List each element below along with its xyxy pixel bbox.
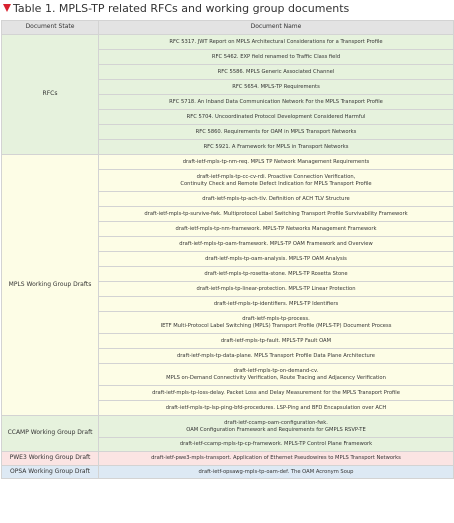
table-title: Table 1. MPLS-TP related RFCs and working group documents [13,1,350,15]
document-name-cell [99,267,454,282]
document-name-line: draft-ietf-mpls-tp-lsp-ping-bfd-procedures. LSP-Ping and BFD Encapsulation over ACH [165,404,387,411]
table-row [2,452,454,466]
document-state-cell: CCAMP Working Group Draft [2,416,99,452]
document-name-line: MPLS on-Demand Connectivity Verification, Route Tracing and Adjacency Verification [166,374,386,381]
document-name-cell [99,297,454,312]
document-name-cell [99,125,454,140]
document-name-cell [99,140,454,155]
rfc-table [1,20,454,479]
table-caption [3,1,349,15]
document-name-line: IETF Multi-Protocol Label Switching (MPLS) Transport Profile (MPLS-TP) Document Process [160,322,392,329]
document-name-line: RFC 5860. Requirements for OAM in MPLS Transport Networks [195,128,357,135]
document-name-cell [99,349,454,364]
document-name-line: draft-ietf-mpls-tp-loss-delay. Packet Loss and Delay Measurement for the MPLS Transport Profile [152,389,400,396]
document-name-line: RFC 5654. MPLS-TP Requirements [232,83,320,90]
document-name-line: draft-ietf-mpls-tp-oam-analysis. MPLS-TP OAM Analysis [205,255,347,262]
document-name-line: draft-ietf-mpls-tp-linear-protection. MPLS-TP Linear Protection [196,285,356,292]
document-name-cell [99,466,454,479]
header-row [2,21,454,35]
table-row [2,466,454,479]
document-state-cell: MPLS Working Group Drafts [2,155,99,416]
document-name-line: draft-ietf-mpls-tp-survive-fwk. Multiprotocol Label Switching Transport Profile Survivability Framework [144,210,408,217]
document-name-cell [99,155,454,170]
header-document-state: Document State [2,21,99,35]
document-name-line: Continuity Check and Remote Defect Indication for MPLS Transport Profile [180,180,372,187]
document-name-cell [99,282,454,297]
document-name-cell [99,80,454,95]
document-name-line: draft-ietf-mpls-tp-data-plane. MPLS Transport Profile Data Plane Architecture [176,352,375,359]
document-name-cell [99,452,454,466]
document-name-line: draft-ietf-ccamp-mpls-tp-cp-framework. MPLS-TP Control Plane Framework [179,441,373,448]
document-name-line: draft-ietf-pwe3-mpls-transport. Application of Ethernet Pseudowires to MPLS Transport Networks [151,455,401,462]
document-name-cell [99,192,454,207]
document-name-cell [99,110,454,125]
document-name-cell [99,252,454,267]
document-state-cell: RFCs [2,35,99,155]
document-name-cell [99,95,454,110]
document-name-cell [99,237,454,252]
document-name-line: draft-ietf-mpls-tp-cc-cv-rdi. Proactive Connection Verification, [196,174,356,181]
document-name-cell [99,401,454,416]
document-name-line: RFC 5586. MPLS Generic Associated Channel [217,68,335,75]
document-name-cell [99,416,454,438]
document-name-line: draft-ietf-mpls-tp-rosetta-stone. MPLS-TP Rosetta Stone [204,270,348,277]
document-name-line: draft-ietf-mpls-tp-identifiers. MPLS-TP Identifiers [213,300,339,307]
document-name-cell [99,222,454,237]
document-name-line: draft-ietf-mpls-tp-nm-framework. MPLS-TP Networks Management Framework [175,225,377,232]
table-body [2,35,454,479]
document-name-line: draft-ietf-mpls-tp-on-demand-cv. [233,368,319,375]
document-name-cell [99,312,454,334]
document-name-line: RFC 5718. An Inband Data Communication Network For the MPLS Transport Profile [169,98,383,105]
document-name-cell [99,35,454,50]
document-state-cell: PWE3 Working Group Draft [2,452,99,466]
document-name-cell [99,170,454,192]
document-name-cell [99,65,454,80]
document-name-cell [99,207,454,222]
document-name-cell [99,438,454,452]
document-name-cell [99,364,454,386]
document-name-cell [99,334,454,349]
document-name-line: draft-ietf-mpls-tp-oam-framework. MPLS-TP OAM Framework and Overview [179,240,373,247]
document-name-line: draft-ietf-mpls-tp-ach-tlv. Definition of ACH TLV Structure [202,195,350,202]
table-row [2,155,454,170]
document-name-cell [99,386,454,401]
document-name-line: draft-ietf-mpls-tp-fault. MPLS-TP Fault OAM [220,337,332,344]
document-name-line: RFC 5317. JWT Report on MPLS Architectural Considerations for a Transport Profile [169,38,383,45]
document-name-line: RFC 5462. EXP field renamed to Traffic Class field [211,53,341,60]
document-name-line: draft-ietf-opsawg-mpls-tp-oam-def. The OAM Acronym Soup [198,468,354,475]
document-name-line: RFC 5704. Uncoordinated Protocol Development Considered Harmful [186,113,366,120]
document-name-cell [99,50,454,65]
document-name-line: RFC 5921. A Framework for MPLS in Transport Networks [203,143,349,150]
document-name-line: draft-ietf-ccamp-oam-configuration-fwk. [224,420,328,427]
table-row [2,35,454,50]
header-document-name: Document Name [99,21,454,35]
document-name-line: OAM Configuration Framework and Requirements for GMPLS RSVP-TE [186,426,366,433]
document-name-line: draft-ietf-mpls-tp-process. [242,316,310,323]
table-row [2,416,454,438]
document-name-line: draft-ietf-mpls-tp-nm-req. MPLS TP Network Management Requirements [182,158,370,165]
document-state-cell: OPSA Working Group Draft [2,466,99,479]
red-triangle-icon [3,4,11,12]
